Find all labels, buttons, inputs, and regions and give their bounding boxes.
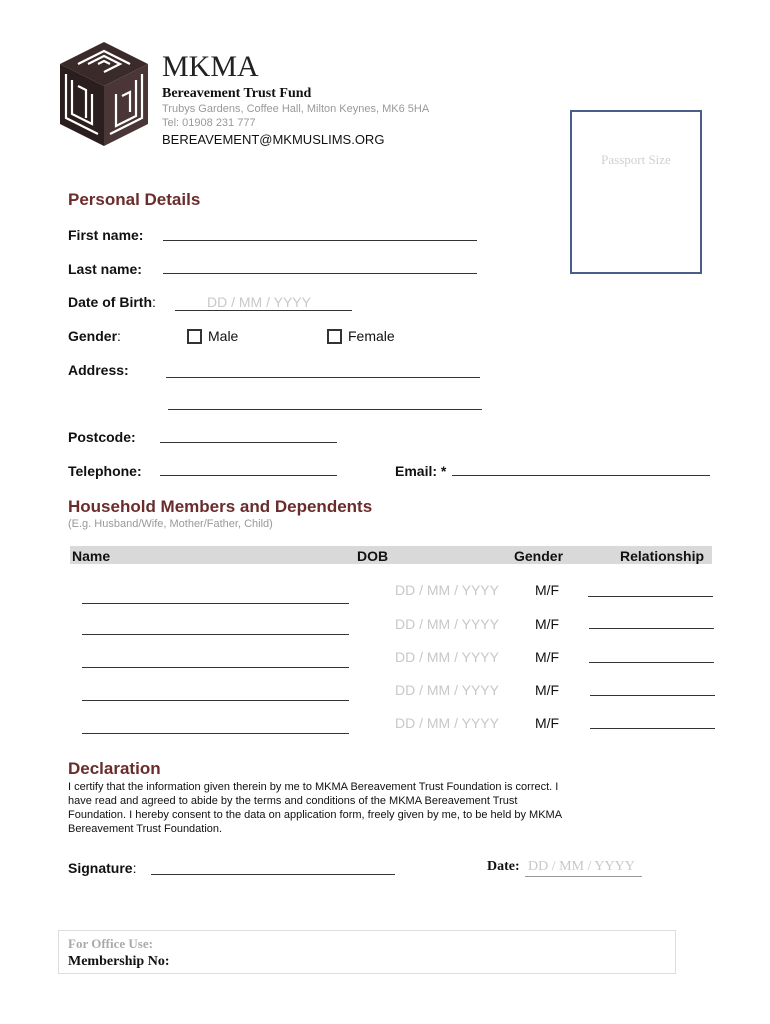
member-relationship-field[interactable] (589, 628, 714, 629)
member-dob-placeholder[interactable]: DD / MM / YYYY (395, 582, 499, 598)
member-gender[interactable]: M/F (535, 682, 560, 698)
first-name-field[interactable] (163, 240, 477, 241)
member-gender[interactable]: M/F (535, 582, 560, 598)
email-label: Email: * (395, 463, 447, 479)
col-relationship: Relationship (620, 548, 705, 564)
member-relationship-field[interactable] (590, 728, 715, 729)
member-dob-placeholder[interactable]: DD / MM / YYYY (395, 715, 499, 731)
declaration-text (68, 780, 708, 836)
date-placeholder: DD / MM / YYYY (528, 859, 635, 874)
member-gender[interactable]: M/F (535, 715, 560, 731)
male-label: Male (208, 328, 239, 344)
first-name-label: First name: (68, 227, 144, 243)
telephone-field[interactable] (160, 475, 337, 476)
member-name-field[interactable] (82, 667, 349, 668)
org-email: BEREAVEMENT@MKMUSLIMS.ORG (162, 132, 385, 147)
member-dob-placeholder[interactable]: DD / MM / YYYY (395, 616, 499, 632)
member-name-field[interactable] (82, 634, 349, 635)
female-checkbox[interactable] (327, 329, 342, 344)
gender-label: Gender: (68, 328, 121, 344)
household-table-header (70, 546, 712, 564)
passport-photo-placeholder: Passport Size (601, 152, 671, 167)
member-name-field[interactable] (82, 603, 349, 604)
address-field-2[interactable] (168, 409, 482, 410)
dob-placeholder: DD / MM / YYYY (207, 294, 311, 310)
declaration-line: Bereavement Trust Foundation. (68, 823, 223, 835)
date-field[interactable] (525, 876, 642, 877)
dob-label: Date of Birth: (68, 294, 156, 310)
org-address: Trubys Gardens, Coffee Hall, Milton Keynes, MK6 5HA (162, 103, 430, 115)
declaration-line: I certify that the information given therein by me to MKMA Bereavement Trust Foundation is correct. I (68, 781, 559, 793)
postcode-label: Postcode: (68, 429, 136, 445)
personal-details-heading: Personal Details (68, 190, 201, 209)
office-use-title: For Office Use: (68, 936, 153, 951)
member-name-field[interactable] (82, 733, 349, 734)
dob-field[interactable] (175, 310, 352, 311)
declaration-line: have read and agreed to abide by the terms and conditions of the MKMA Bereavement Trust (68, 795, 518, 807)
org-tel: Tel: 01908 231 777 (162, 117, 256, 129)
col-gender: Gender (514, 548, 564, 564)
passport-photo-box[interactable] (570, 110, 702, 274)
household-subheading: (E.g. Husband/Wife, Mother/Father, Child) (68, 518, 273, 530)
member-gender[interactable]: M/F (535, 616, 560, 632)
col-name: Name (72, 548, 111, 564)
female-label: Female (348, 328, 395, 344)
member-relationship-field[interactable] (588, 596, 713, 597)
declaration-heading: Declaration (68, 759, 161, 778)
address-label: Address: (68, 362, 129, 378)
postcode-field[interactable] (160, 442, 337, 443)
declaration-line: Foundation. I hereby consent to the data on application form, freely given by me, to be held by MKMA (68, 809, 563, 821)
household-heading: Household Members and Dependents (68, 497, 373, 516)
member-name-field[interactable] (82, 700, 349, 701)
col-dob: DOB (357, 548, 389, 564)
member-dob-placeholder[interactable]: DD / MM / YYYY (395, 682, 499, 698)
address-field-1[interactable] (166, 377, 480, 378)
date-label: Date: (487, 859, 520, 874)
org-name: MKMA (162, 50, 259, 83)
member-relationship-field[interactable] (589, 662, 714, 663)
male-checkbox[interactable] (187, 329, 202, 344)
telephone-label: Telephone: (68, 463, 142, 479)
email-field[interactable] (452, 475, 710, 476)
member-relationship-field[interactable] (590, 695, 715, 696)
signature-field[interactable] (151, 874, 395, 875)
mkma-logo (58, 40, 150, 150)
last-name-field[interactable] (163, 273, 477, 274)
last-name-label: Last name: (68, 261, 142, 277)
fund-name: Bereavement Trust Fund (162, 86, 312, 101)
membership-no-label: Membership No: (68, 954, 170, 969)
member-dob-placeholder[interactable]: DD / MM / YYYY (395, 649, 499, 665)
member-gender[interactable]: M/F (535, 649, 560, 665)
signature-label: Signature: (68, 860, 137, 876)
